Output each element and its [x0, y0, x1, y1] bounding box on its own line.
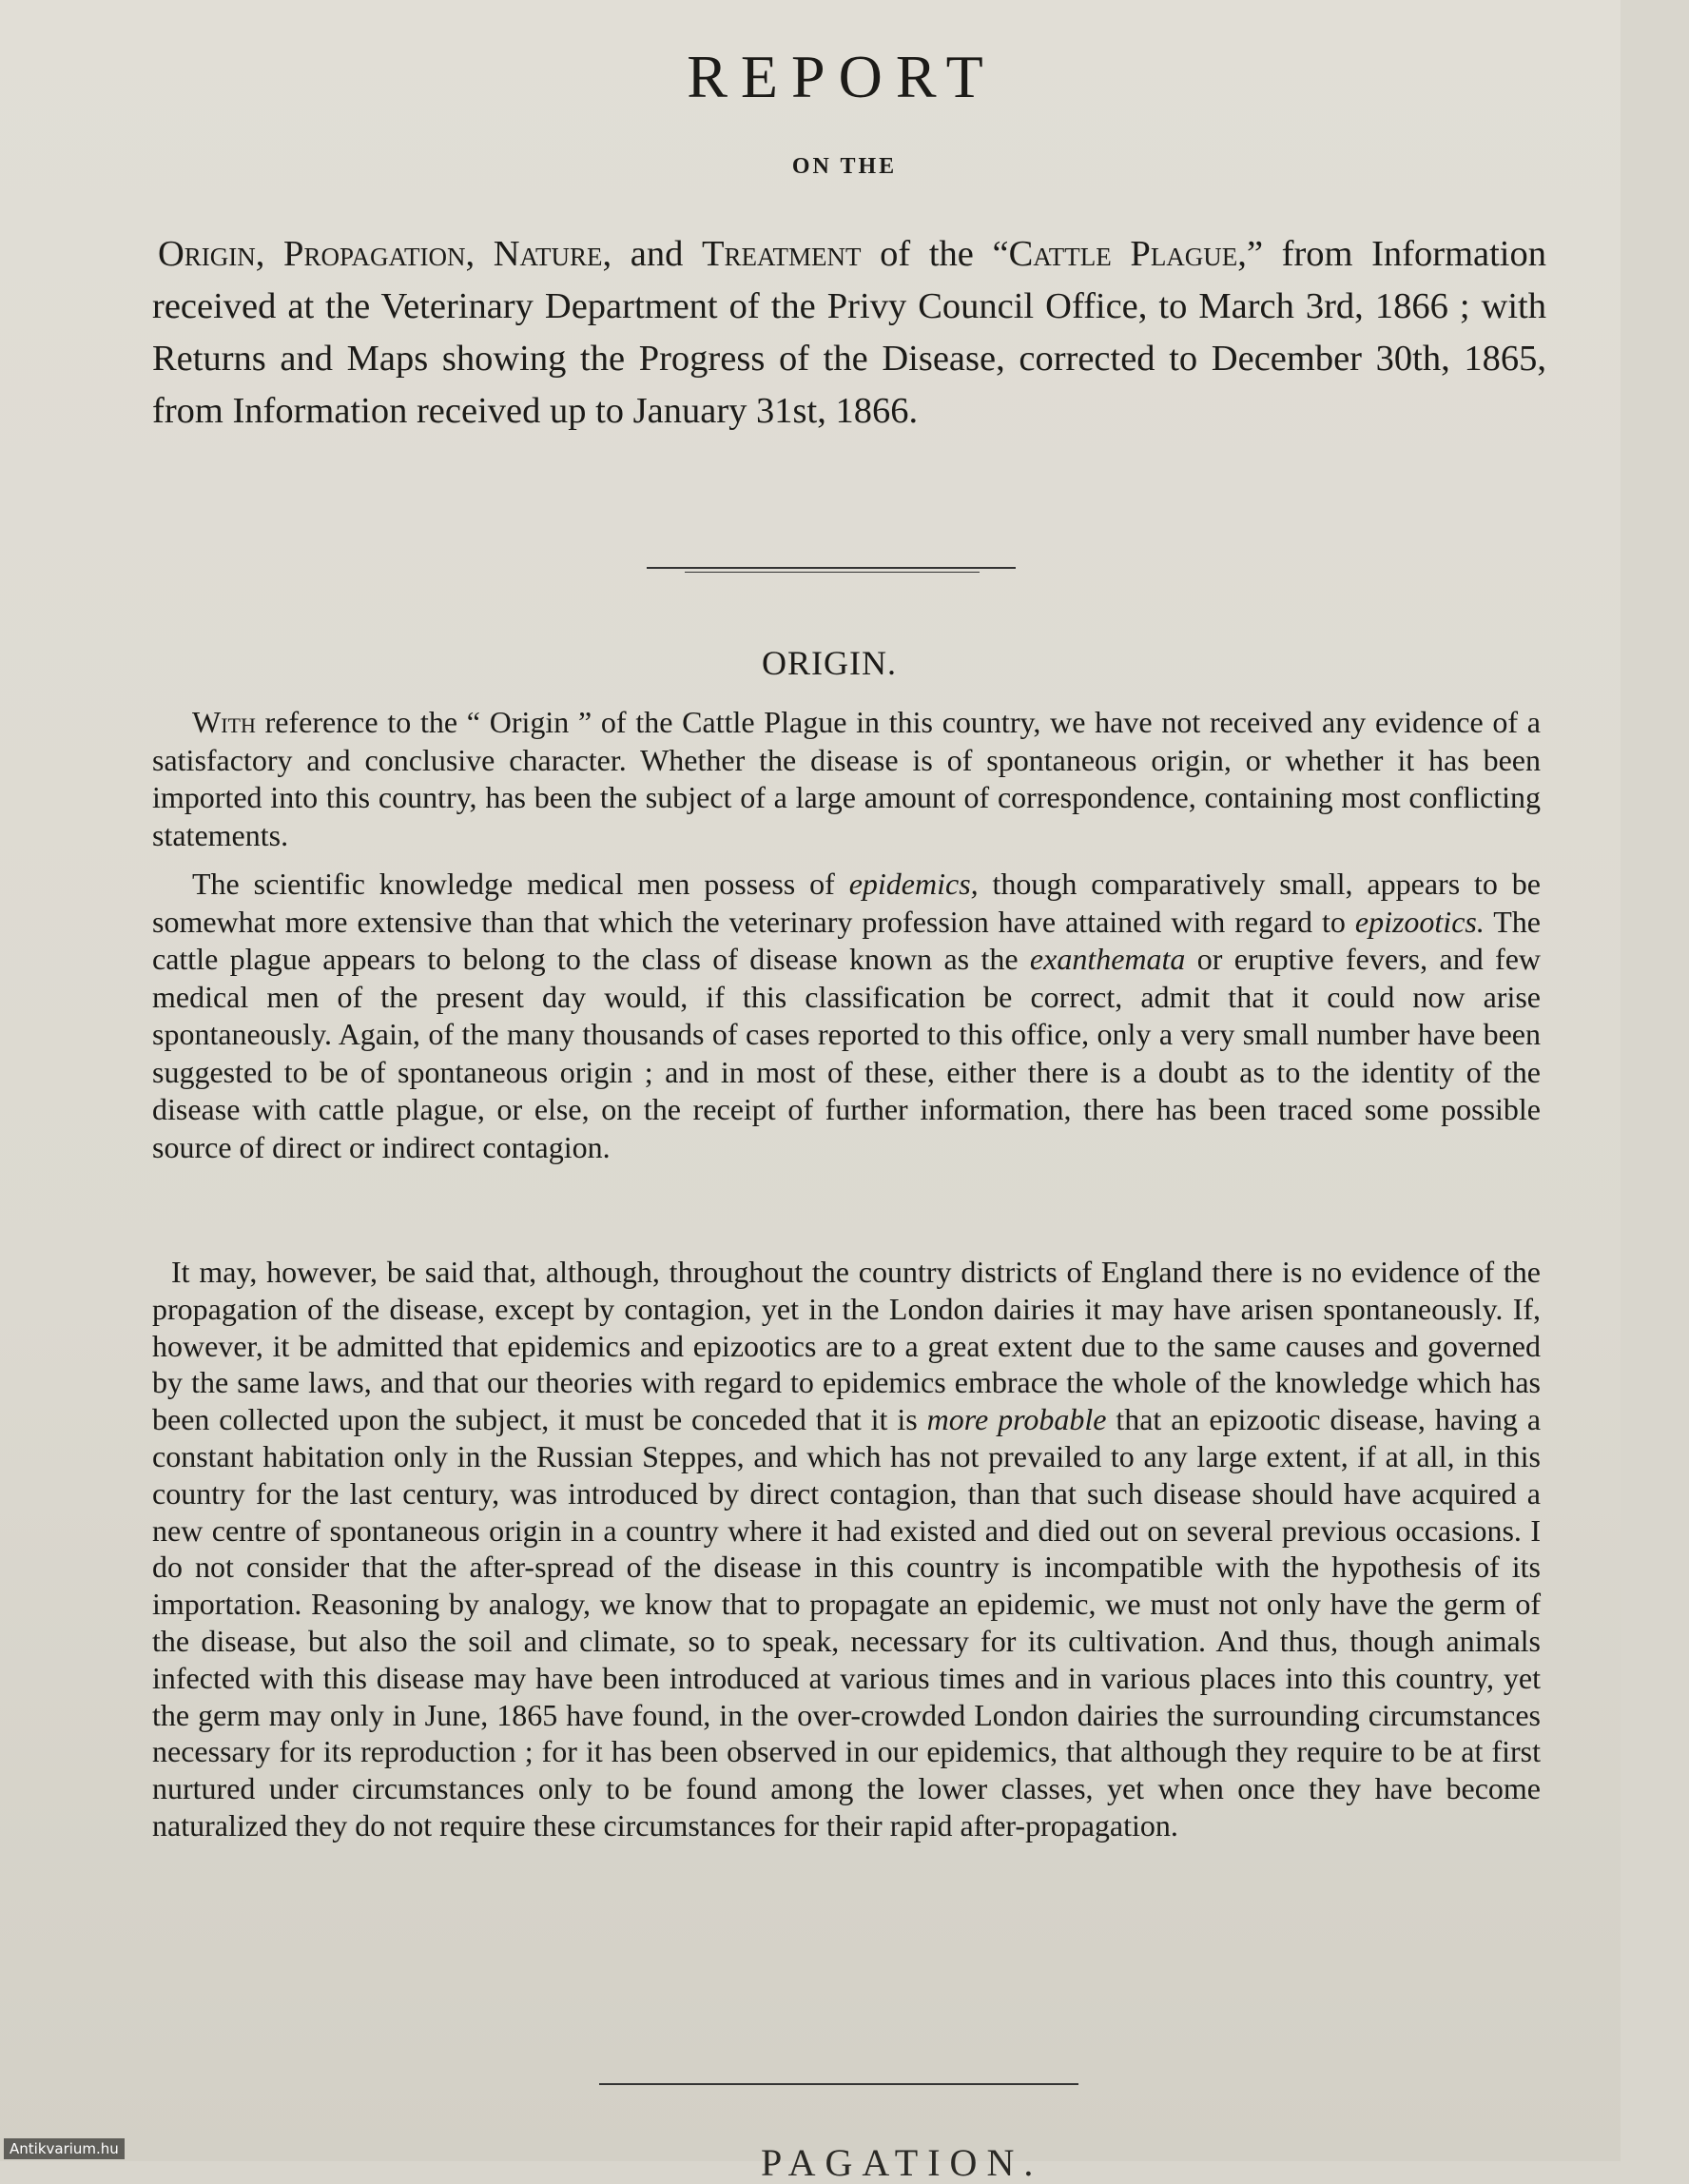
- subtitle-origin: Origin,: [158, 234, 265, 274]
- section-heading-origin: ORIGIN.: [762, 644, 897, 682]
- subtitle-propagation: Propagation,: [283, 234, 476, 274]
- paragraph-2: [152, 866, 1541, 1166]
- bottom-divider-rule: [599, 2083, 1078, 2085]
- paragraph-2-text-b: though comparatively small, appears to be somewhat more extensive than that which the veterinary profession have attained with regard to: [152, 867, 1542, 939]
- report-on-the: ON THE: [791, 154, 898, 179]
- paragraph-1: [152, 704, 1541, 854]
- subtitle-and: and: [612, 234, 703, 274]
- subtitle-rest: ” from Information received at the Veterinary Department of the Privy Council Office, to March 3rd, 1866 ; with Returns and Maps showing the Progress of the Disease, corrected to December 30th, 1865, from Information received up to January 31st, 1866.: [152, 234, 1547, 431]
- paragraph-2-emphasis-epidemics: epidemics,: [848, 867, 979, 901]
- paragraph-2-text-c: The cattle plague appears to belong to the class of disease known as the: [152, 904, 1542, 976]
- paragraph-2-emphasis-exanthemata: exanthemata: [1029, 942, 1186, 976]
- watermark-label: Antikvarium.hu: [4, 2138, 125, 2159]
- paragraph-1-lead: With: [192, 705, 256, 739]
- paragraph-2-text-a: The scientific knowledge medical men possess of: [192, 867, 849, 901]
- paragraph-1-text: reference to the “ Origin ” of the Cattle Plague in this country, we have not received any evidence of a satisfactory and conclusive character. Whether the disease is of spontaneous origin, or whether it has been imported into this country, has been the subject of a large amount of correspondence, containing most conflicting statements.: [152, 705, 1541, 852]
- report-subtitle: [152, 228, 1546, 438]
- paragraph-3-text-a: It may, however, be said that, although, throughout the country districts of England there is no evidence of the propagation of the disease, except by contagion, yet in the London dairies it may have arisen spontaneously. If, however, it be admitted that epidemics and epizootics are to a great extent due to the same causes and governed by the same laws, and that our theories with regard to epidemics embrace the whole of the knowledge which has been collected upon the subject, it must be conceded that it is: [152, 1255, 1541, 1437]
- subtitle-cattle-plague: Cattle Plague,: [1008, 234, 1247, 274]
- paragraph-3: [152, 1254, 1541, 1844]
- subtitle-nature: Nature,: [493, 234, 612, 274]
- subtitle-treatment: Treatment: [702, 234, 862, 274]
- paragraph-3-emphasis-more-probable: more probable: [926, 1402, 1107, 1437]
- paragraph-2-text-d: or eruptive fevers, and few medical men of the present day would, if this classification be correct, admit that it could now arise spontaneously. Again, of the many thousands of cases reported to this office, only a very small number have been suggested to be of spontaneous origin ; and in most of these, either there is a doubt as to the identity of the disease with cattle plague, or else, on the receipt of further information, there has been traced some possible source of direct or indirect contagion.: [152, 942, 1542, 1164]
- next-section-heading-fragment: PAGATION.: [761, 2141, 1043, 2184]
- paragraph-3-text-b: that an epizootic disease, having a constant habitation only in the Russian Steppes, and which has not prevailed to any large extent, if at all, in this country for the last century, was introduced by direct contagion, than that such disease should have acquired a new centre of spontaneous origin in a country where it had existed and died out on several previous occasions. I do not consider that the after-spread of the disease in this country is incompatible with the hypothesis of its importation. Reasoning by analogy, we know that to propagate an epidemic, we must not only have the germ of the disease, but also the soil and climate, so to speak, necessary for its cultivation. And thus, though animals infected with this disease may have been introduced at various times and in various places into this country, yet the germ may only in June, 1865 have found, in the over-crowded London dairies the surrounding circumstances necessary for its reproduction ; for it has been observed in our epidemics, that although they require to be at first nurtured under circumstances only to be found among the lower classes, yet when once they have become naturalized they do not require these circumstances for their rapid after-propagation.: [152, 1402, 1542, 1843]
- divider-rule-inner: [685, 572, 980, 573]
- report-title: REPORT: [687, 43, 997, 110]
- paragraph-2-emphasis-epizootics: epizootics.: [1354, 904, 1485, 939]
- subtitle-of-the: of the “: [861, 234, 1009, 274]
- divider-rule: [647, 567, 1016, 569]
